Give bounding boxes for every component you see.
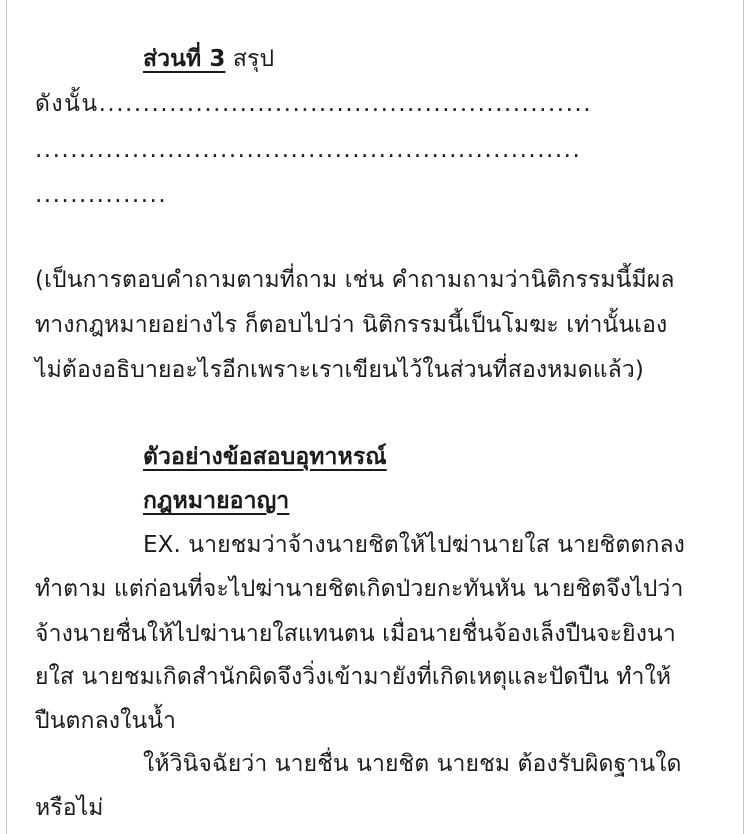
document-page — [6, 0, 744, 834]
section-3-label: ส่วนที่ 3 — [143, 46, 226, 72]
conclusion-line-2: .............................................................. — [35, 137, 582, 163]
question-line-2: หรือไม่ — [35, 795, 104, 821]
section-3-title: สรุป — [225, 46, 275, 72]
example-title: ตัวอย่างข้อสอบอุทาหรณ์ — [143, 444, 387, 470]
conclusion-line-1: ดังนั้น........................................................ — [35, 91, 593, 117]
explanation-line-1: (เป็นการตอบคำถามตามที่ถาม เช่น คำถามถามว่านิติกรรมนี้มีผล — [35, 267, 675, 293]
explanation-line-3: ไม่ต้องอธิบายอะไรอีกเพราะเราเขียนไว้ในส่วนที่สองหมดแล้ว) — [35, 357, 644, 383]
section-3-heading — [143, 44, 274, 74]
example-text-line-1: EX. นายชมว่าจ้างนายชิตให้ไปฆ่านายใส นายชิตตกลง — [143, 532, 685, 558]
explanation-line-2: ทางกฎหมายอย่างไร ก็ตอบไปว่า นิติกรรมนี้เป็นโมฆะ เท่านั้นเอง — [35, 312, 668, 338]
example-text-line-5: ปืนตกลงในน้ำ — [35, 708, 177, 734]
example-text-line-4: ยใส นายชมเกิดสำนักผิดจึงวิ่งเข้ามายังที่เกิดเหตุและปัดปืน ทำให้ — [35, 664, 672, 690]
example-text-line-3: จ้างนายชื่นให้ไปฆ่านายใสแทนตน เมื่อนายชื่นจ้องเล็งปืนจะยิงนา — [35, 621, 676, 647]
question-line-1: ให้วินิจฉัยว่า นายชื่น นายชิต นายชม ต้องรับผิดฐานใด — [143, 751, 682, 777]
example-text-line-2: ทำตาม แต่ก่อนที่จะไปฆ่านายชิตเกิดป่วยกะทันหัน นายชิตจึงไปว่า — [35, 576, 684, 602]
conclusion-line-3: ............... — [35, 182, 168, 208]
example-subject: กฎหมายอาญา — [143, 488, 290, 514]
